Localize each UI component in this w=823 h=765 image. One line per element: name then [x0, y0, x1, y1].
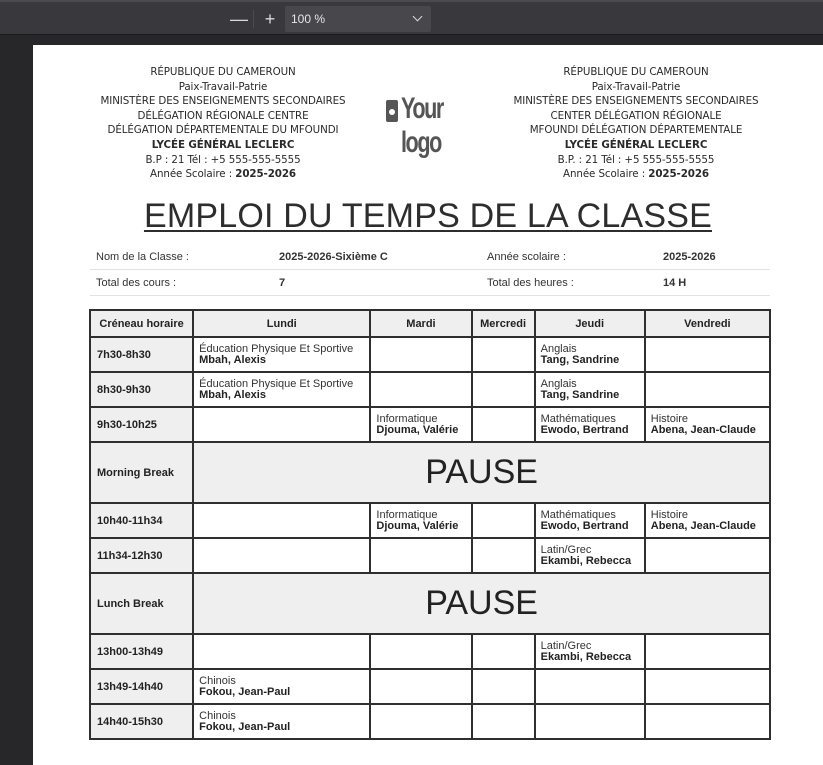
- lesson-cell: [193, 704, 370, 739]
- time-slot: 10h40-11h34: [90, 503, 193, 538]
- lesson-cell: [193, 503, 370, 538]
- info-row: [90, 244, 770, 270]
- logo-text: Your logo: [401, 92, 443, 159]
- subject-name: Chinois: [199, 709, 236, 722]
- lesson-cell: [472, 503, 535, 538]
- plus-icon: +: [264, 9, 276, 29]
- school-logo: [383, 90, 483, 159]
- table-row: [90, 503, 770, 538]
- teacher-name: Djouma, Valérie: [376, 519, 459, 532]
- subject-name: Histoire: [650, 412, 689, 425]
- table-row: [90, 669, 770, 704]
- toolbar-top-border: [0, 0, 823, 2]
- lesson-cell: [645, 669, 770, 704]
- class-name-label: Nom de la Classe :: [96, 251, 189, 263]
- time-slot: 14h40-15h30: [90, 704, 193, 739]
- header-right-line: B.P. : 21 Tél : +5 555-555-5555: [557, 153, 715, 166]
- header-left-year: [88, 167, 358, 182]
- lesson-cell: [193, 538, 370, 573]
- subject-name: Informatique: [376, 412, 438, 425]
- lesson-cell: [472, 372, 535, 407]
- lesson-cell: [193, 372, 370, 407]
- header-right: [501, 65, 771, 182]
- table-row: [90, 704, 770, 739]
- time-slot: 13h00-13h49: [90, 634, 193, 669]
- teacher-name: Mbah, Alexis: [199, 388, 266, 401]
- lesson-cell: [193, 407, 370, 442]
- break-row: [90, 573, 770, 634]
- lesson-cell: [535, 634, 645, 669]
- break-row: [90, 442, 770, 503]
- header-right-line: MFOUNDI DÉLÉGATION DÉPARTEMENTALE: [529, 124, 743, 137]
- lesson-cell: [370, 538, 471, 573]
- total-courses-label: Total des cours :: [96, 277, 177, 289]
- table-row: [90, 634, 770, 669]
- subject-name: Informatique: [376, 508, 438, 521]
- timetable-header-row: [90, 310, 770, 337]
- lesson-cell: [370, 503, 471, 538]
- teacher-name: Ekambi, Rebecca: [540, 650, 632, 663]
- time-slot: 7h30-8h30: [90, 337, 193, 372]
- lesson-cell: [472, 669, 535, 704]
- subject-name: Mathématiques: [540, 508, 616, 521]
- pause-cell: PAUSE: [193, 442, 770, 503]
- lesson-cell: [645, 372, 770, 407]
- school-year-label: Année scolaire :: [487, 251, 566, 263]
- lesson-cell: [472, 538, 535, 573]
- lesson-cell: [645, 503, 770, 538]
- subject-name: Latin/Grec: [540, 543, 592, 556]
- chevron-down-icon: [413, 12, 423, 22]
- header-right-line: CENTER DÉLÉGATION RÉGIONALE: [550, 109, 722, 122]
- teacher-name: Abena, Jean-Claude: [650, 423, 756, 436]
- lesson-cell: [535, 704, 645, 739]
- teacher-name: Abena, Jean-Claude: [650, 519, 756, 532]
- lesson-cell: [645, 337, 770, 372]
- lesson-cell: [645, 538, 770, 573]
- header-slot: Créneau horaire: [90, 310, 193, 337]
- teacher-name: Djouma, Valérie: [376, 423, 459, 436]
- header-wednesday: Mercredi: [472, 310, 535, 337]
- table-row: [90, 337, 770, 372]
- zoom-level-value: 100 %: [291, 12, 326, 26]
- header-left-line: B.P : 21 Tél : +5 555-555-5555: [145, 153, 301, 166]
- lesson-cell: [370, 634, 471, 669]
- time-slot: 13h49-14h40: [90, 669, 193, 704]
- table-row: [90, 372, 770, 407]
- total-hours-value: 14 H: [663, 277, 687, 289]
- lesson-cell: [370, 337, 471, 372]
- teacher-name: Ewodo, Bertrand: [540, 423, 629, 436]
- lesson-cell: [645, 634, 770, 669]
- lesson-cell: [535, 407, 645, 442]
- subject-name: Mathématiques: [540, 412, 616, 425]
- header-right-school: LYCÉE GÉNÉRAL LECLERC: [564, 138, 708, 151]
- year-label: Année Scolaire :: [563, 168, 649, 181]
- year-value: 2025-2026: [235, 168, 296, 181]
- header-monday: Lundi: [193, 310, 370, 337]
- teacher-name: Mbah, Alexis: [199, 353, 266, 366]
- header-right-line: Paix-Travail-Patrie: [591, 80, 681, 93]
- info-row: [90, 270, 770, 296]
- subject-name: Anglais: [540, 377, 577, 390]
- pause-cell: PAUSE: [193, 573, 770, 634]
- lesson-cell: [535, 669, 645, 704]
- time-slot: Morning Break: [90, 442, 193, 503]
- zoom-level-select[interactable]: [285, 6, 431, 32]
- teacher-name: Tang, Sandrine: [540, 353, 620, 366]
- time-slot: 9h30-10h25: [90, 407, 193, 442]
- total-hours-label: Total des heures :: [487, 277, 574, 289]
- header-right-line: MINISTÈRE DES ENSEIGNEMENTS SECONDAIRES: [513, 95, 759, 108]
- document-page: [33, 45, 823, 765]
- lesson-cell: [645, 704, 770, 739]
- lesson-cell: [472, 407, 535, 442]
- total-courses-value: 7: [279, 277, 286, 289]
- header-left-line: RÉPUBLIQUE DU CAMEROUN: [150, 66, 296, 78]
- zoom-in-button[interactable]: [259, 8, 281, 30]
- lesson-cell: [472, 634, 535, 669]
- header-friday: Vendredi: [645, 310, 770, 337]
- header-left-line: Paix-Travail-Patrie: [178, 80, 268, 93]
- header-left-line: DÉLÉGATION DÉPARTEMENTALE DU MFOUNDI: [107, 124, 339, 137]
- subject-name: Latin/Grec: [540, 639, 592, 652]
- header-left-school: LYCÉE GÉNÉRAL LECLERC: [151, 138, 295, 151]
- school-year-value: 2025-2026: [663, 251, 716, 263]
- timetable: [89, 309, 771, 740]
- camera-icon: [386, 100, 398, 122]
- header-right-year: [501, 167, 771, 182]
- lesson-cell: [472, 704, 535, 739]
- teacher-name: Fokou, Jean-Paul: [199, 685, 291, 698]
- lesson-cell: [535, 372, 645, 407]
- subject-name: Chinois: [199, 674, 236, 687]
- table-row: [90, 407, 770, 442]
- time-slot: Lunch Break: [90, 573, 193, 634]
- lesson-cell: [472, 337, 535, 372]
- teacher-name: Ekambi, Rebecca: [540, 554, 632, 567]
- lesson-cell: [370, 407, 471, 442]
- subject-name: Éducation Physique Et Sportive: [199, 342, 354, 355]
- toolbar-separator: [253, 10, 254, 28]
- year-label: Année Scolaire :: [150, 168, 236, 181]
- lesson-cell: [193, 634, 370, 669]
- time-slot: 8h30-9h30: [90, 372, 193, 407]
- teacher-name: Ewodo, Bertrand: [540, 519, 629, 532]
- class-name-value: 2025-2026-Sixième C: [279, 251, 388, 263]
- lesson-cell: [193, 337, 370, 372]
- header-left-line: DÉLÉGATION RÉGIONALE CENTRE: [137, 109, 309, 122]
- lesson-cell: [645, 407, 770, 442]
- header-right-line: RÉPUBLIQUE DU CAMEROUN: [563, 66, 709, 78]
- subject-name: Anglais: [540, 342, 577, 355]
- lesson-cell: [535, 538, 645, 573]
- lesson-cell: [370, 372, 471, 407]
- zoom-out-button[interactable]: [228, 8, 250, 30]
- class-info: [90, 244, 770, 296]
- lesson-cell: [193, 669, 370, 704]
- teacher-name: Tang, Sandrine: [540, 388, 620, 401]
- lesson-cell: [370, 669, 471, 704]
- teacher-name: Fokou, Jean-Paul: [199, 720, 291, 733]
- year-value: 2025-2026: [648, 168, 709, 181]
- minus-icon: —: [230, 9, 248, 29]
- lesson-cell: [535, 337, 645, 372]
- table-row: [90, 538, 770, 573]
- time-slot: 11h34-12h30: [90, 538, 193, 573]
- header-left: [88, 65, 358, 182]
- lesson-cell: [535, 503, 645, 538]
- pdf-toolbar: [0, 0, 823, 35]
- header-thursday: Jeudi: [535, 310, 645, 337]
- header-tuesday: Mardi: [370, 310, 471, 337]
- page-title: EMPLOI DU TEMPS DE LA CLASSE: [143, 197, 713, 235]
- header-left-line: MINISTÈRE DES ENSEIGNEMENTS SECONDAIRES: [100, 95, 346, 108]
- lesson-cell: [370, 704, 471, 739]
- subject-name: Histoire: [650, 508, 689, 521]
- subject-name: Éducation Physique Et Sportive: [199, 377, 354, 390]
